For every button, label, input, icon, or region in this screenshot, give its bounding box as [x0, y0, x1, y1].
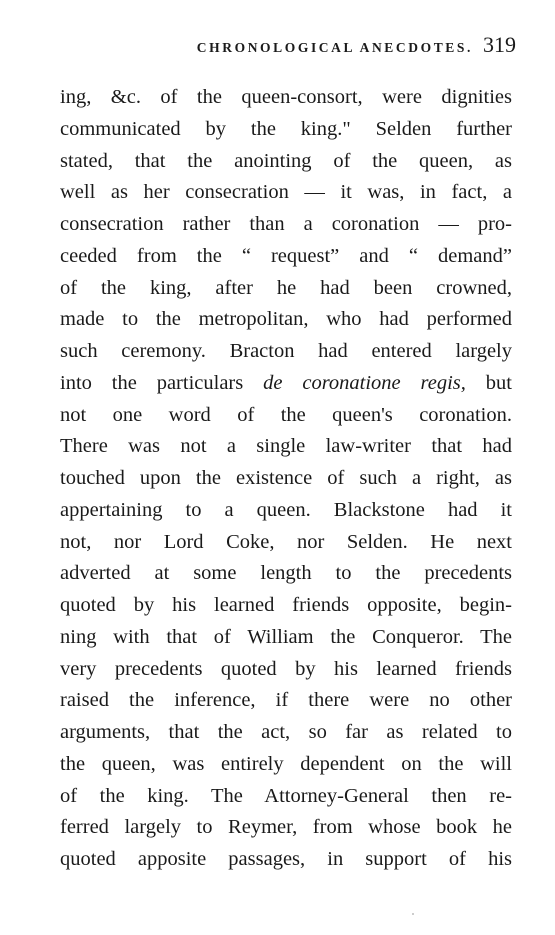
text-line: made to the metropolitan, who had performed	[60, 308, 512, 331]
text-line: ing, &c. of the queen-consort, were dignities	[60, 86, 512, 108]
text-line: raised the inference, if there were no other	[60, 689, 512, 712]
text-line: consecration rather than a coronation — pro-	[60, 213, 512, 235]
text-line: touched upon the existence of such a right, as	[60, 467, 512, 489]
text-line: There was not a single law-writer that had	[60, 435, 512, 458]
text-line: quoted apposite passages, in support of his	[60, 848, 512, 870]
text-line: such ceremony. Bracton had entered largely	[60, 340, 512, 362]
text-line: ferred largely to Reymer, from whose book he	[60, 816, 512, 839]
text-line: ceeded from the “ request” and “ demand”	[60, 244, 512, 267]
text-line: not one word of the queen's coronation.	[60, 403, 512, 426]
text-line: quoted by his learned friends opposite, begin-	[60, 594, 512, 616]
text-line: very precedents quoted by his learned friends	[60, 657, 512, 680]
page-number: 319	[483, 32, 516, 57]
text-segment: but	[465, 371, 512, 394]
text-segment: into the particulars	[60, 371, 264, 394]
text-line: of the king, after he had been crowned,	[60, 276, 512, 299]
text-line: stated, that the anointing of the queen, as	[60, 149, 512, 172]
text-line: adverted at some length to the precedents	[60, 562, 512, 585]
running-head: CHRONOLOGICAL ANECDOTES.	[196, 40, 473, 55]
text-line: communicated by the king." Selden further	[60, 117, 512, 140]
italic-phrase: de coronatione regis,	[263, 371, 466, 394]
text-line: arguments, that the act, so far as related to	[60, 721, 512, 743]
text-line: well as her consecration — it was, in fact, a	[60, 181, 512, 204]
text-line: of the king. The Attorney-General then re-	[60, 784, 512, 807]
text-line: not, nor Lord Coke, nor Selden. He next	[60, 530, 512, 553]
text-line-with-italic	[60, 368, 512, 400]
text-line: appertaining to a queen. Blackstone had it	[60, 498, 512, 521]
text-line: the queen, was entirely dependent on the will	[60, 752, 512, 775]
body-text	[60, 82, 512, 876]
page-header	[0, 32, 516, 58]
text-line: ning with that of William the Conqueror. The	[60, 625, 512, 648]
paper-speck	[412, 913, 414, 915]
